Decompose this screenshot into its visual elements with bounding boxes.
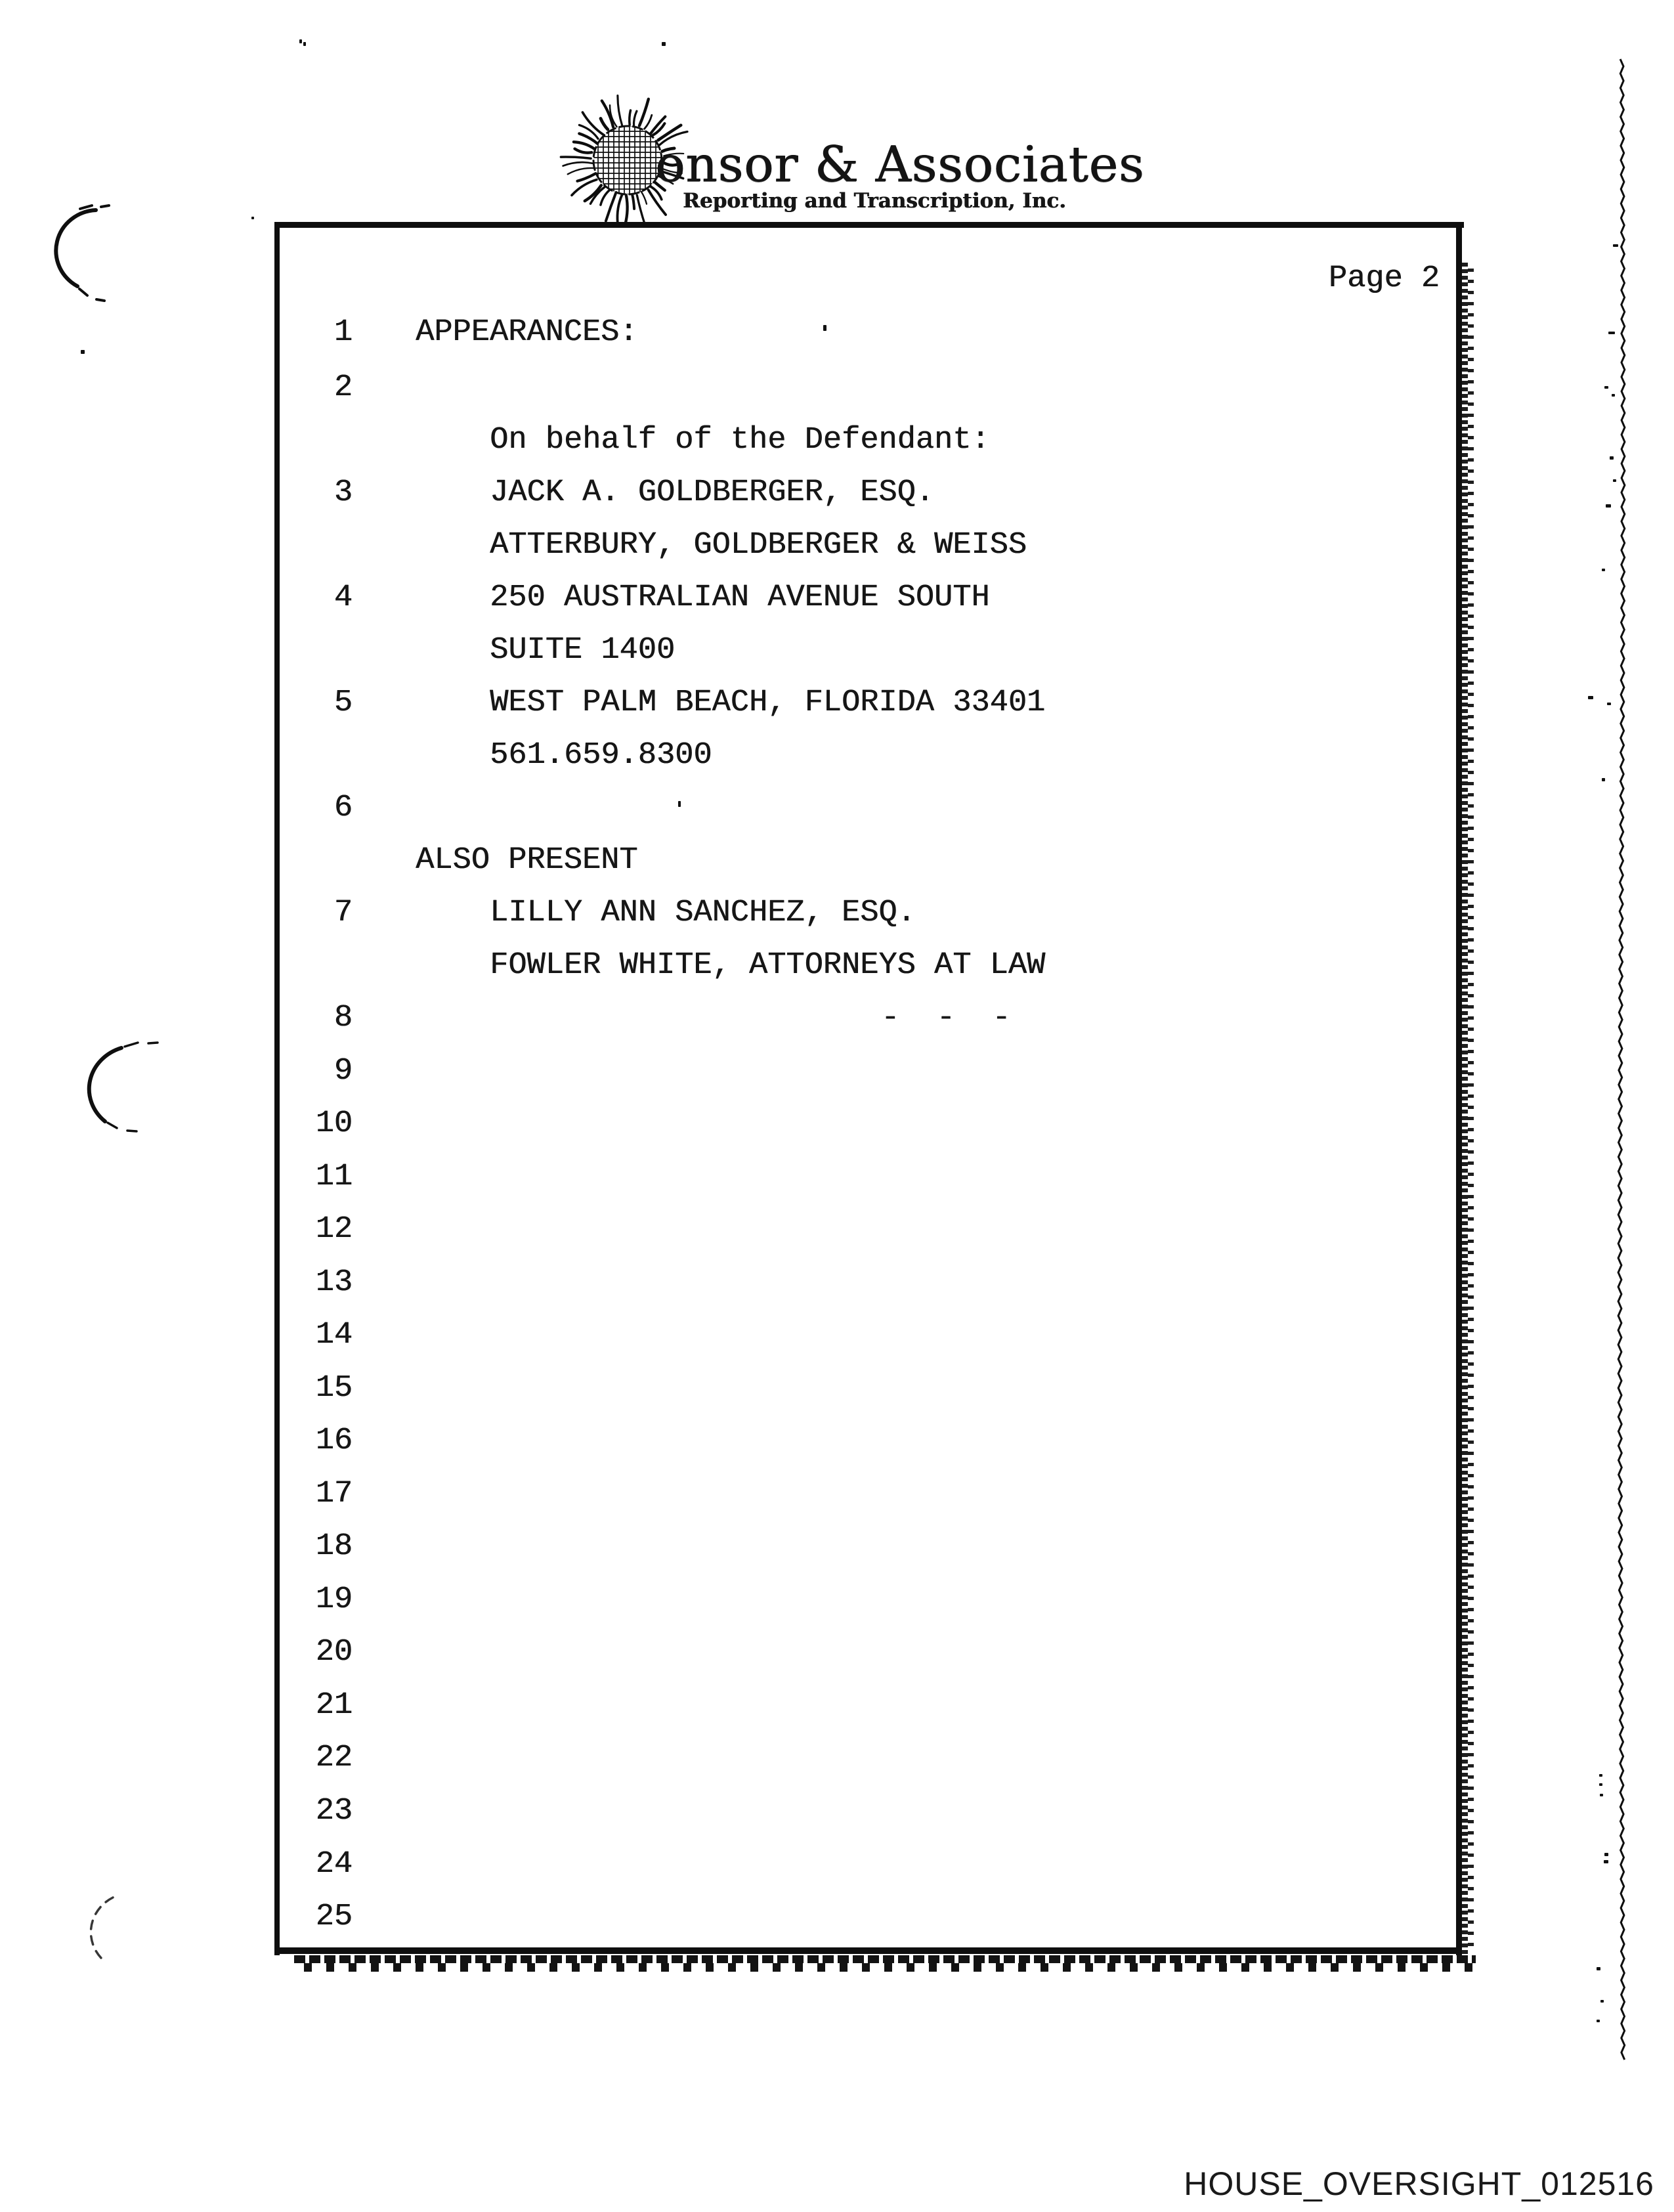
transcript-line — [0, 425, 1674, 456]
line-number: 21 — [315, 1688, 353, 1723]
line-number: 9 — [333, 1054, 353, 1089]
transcript-line — [0, 1637, 1674, 1668]
line-text: LILLY ANN SANCHEZ, ESQ. — [490, 896, 916, 930]
transcript-line — [0, 1690, 1674, 1722]
line-number: 13 — [315, 1265, 353, 1300]
scan-speck — [1613, 479, 1616, 482]
transcript-line — [0, 635, 1674, 666]
line-text: On behalf of the Defendant: — [490, 423, 990, 458]
line-number: 24 — [315, 1847, 353, 1882]
line-text: FOWLER WHITE, ATTORNEYS AT LAW — [490, 948, 1046, 983]
scan-speck — [1604, 1853, 1608, 1856]
transcript-line — [0, 740, 1674, 771]
transcript-line — [0, 317, 1674, 349]
transcript-line — [0, 1214, 1674, 1246]
page-number-label: Page 2 — [1328, 261, 1440, 296]
transcript-line — [0, 1161, 1674, 1193]
line-number: 17 — [315, 1477, 353, 1511]
line-text: ALSO PRESENT — [416, 843, 638, 878]
letterhead-company-name: onsor & Associates — [655, 135, 1145, 193]
line-number: 5 — [333, 685, 353, 720]
scan-speck — [1613, 244, 1618, 247]
scan-speck — [1600, 2000, 1604, 2003]
transcript-line — [0, 1531, 1674, 1563]
scan-speck — [662, 42, 666, 46]
bates-stamp: HOUSE_OVERSIGHT_012516 — [1184, 2165, 1654, 2202]
line-text: 561.659.8300 — [490, 738, 712, 773]
scan-speck — [1600, 1794, 1603, 1796]
line-number: 19 — [315, 1582, 353, 1617]
line-number: 6 — [333, 791, 353, 825]
scan-speck — [1599, 1783, 1602, 1786]
transcript-line — [0, 898, 1674, 929]
scan-speck — [823, 325, 826, 331]
scan-speck — [1604, 1860, 1608, 1863]
line-number: 4 — [333, 580, 353, 615]
transcript-line — [0, 530, 1674, 561]
transcript-line — [0, 1849, 1674, 1880]
scan-speck — [1588, 696, 1593, 699]
letterhead-tagline: Reporting and Transcription, Inc. — [683, 189, 1066, 213]
box-border-bottom — [274, 1947, 1462, 1954]
transcript-line — [0, 372, 1674, 404]
transcript-line — [0, 1901, 1674, 1933]
line-number: 16 — [315, 1423, 353, 1458]
box-border-top — [274, 222, 1464, 228]
line-number: 10 — [315, 1106, 353, 1141]
scan-speck — [1604, 386, 1608, 389]
line-number: 2 — [333, 370, 353, 405]
transcript-line — [0, 792, 1674, 824]
transcript-line — [0, 1267, 1674, 1299]
line-number: 15 — [315, 1371, 353, 1406]
line-text: APPEARANCES: — [416, 315, 638, 350]
transcript-line — [0, 687, 1674, 719]
line-number: 14 — [315, 1318, 353, 1353]
scan-speck — [1597, 2020, 1600, 2022]
line-text: - - - — [881, 1001, 1011, 1035]
transcript-line — [0, 1584, 1674, 1616]
line-number: 22 — [315, 1741, 353, 1775]
line-number: 18 — [315, 1529, 353, 1564]
line-text: SUITE 1400 — [490, 633, 676, 668]
scan-speck — [1606, 504, 1611, 508]
transcript-line — [0, 1056, 1674, 1087]
transcript-line — [0, 1425, 1674, 1457]
transcript-line — [0, 845, 1674, 877]
transcript-line — [0, 1796, 1674, 1827]
transcript-line — [0, 1320, 1674, 1351]
scan-speck — [1597, 1967, 1600, 1970]
scan-speck — [678, 801, 681, 807]
line-number: 12 — [315, 1212, 353, 1247]
transcript-line — [0, 950, 1674, 982]
scan-speck — [1607, 703, 1611, 705]
scan-speck — [299, 39, 302, 43]
line-number: 1 — [333, 315, 353, 350]
line-text: ATTERBURY, GOLDBERGER & WEISS — [490, 528, 1027, 563]
line-text: JACK A. GOLDBERGER, ESQ. — [490, 475, 934, 510]
line-number: 8 — [333, 1001, 353, 1035]
line-text: WEST PALM BEACH, FLORIDA 33401 — [490, 685, 1046, 720]
line-number: 3 — [333, 475, 353, 510]
transcript-line — [0, 1003, 1674, 1034]
scan-speck — [1602, 569, 1605, 571]
line-number: 25 — [315, 1899, 353, 1934]
transcript-line — [0, 477, 1674, 509]
transcript-line — [0, 1479, 1674, 1510]
letterhead — [0, 0, 1674, 223]
scan-speck — [1612, 394, 1615, 397]
scan-speck — [1608, 332, 1615, 334]
scan-speck — [1610, 456, 1614, 460]
transcript-line — [0, 1743, 1674, 1774]
transcript-line — [0, 582, 1674, 614]
scan-noise-bottom-edge — [294, 1955, 1476, 1972]
transcript-line — [0, 1108, 1674, 1140]
scan-speck — [251, 217, 254, 219]
line-number: 11 — [315, 1160, 353, 1194]
line-number: 20 — [315, 1635, 353, 1670]
scan-speck — [1599, 1774, 1602, 1777]
scan-speck — [81, 350, 85, 354]
scan-speck — [1602, 778, 1605, 781]
line-number: 23 — [315, 1794, 353, 1829]
transcript-line — [0, 1373, 1674, 1404]
line-number: 7 — [333, 896, 353, 930]
scan-speck — [303, 42, 306, 46]
line-text: 250 AUSTRALIAN AVENUE SOUTH — [490, 580, 990, 615]
